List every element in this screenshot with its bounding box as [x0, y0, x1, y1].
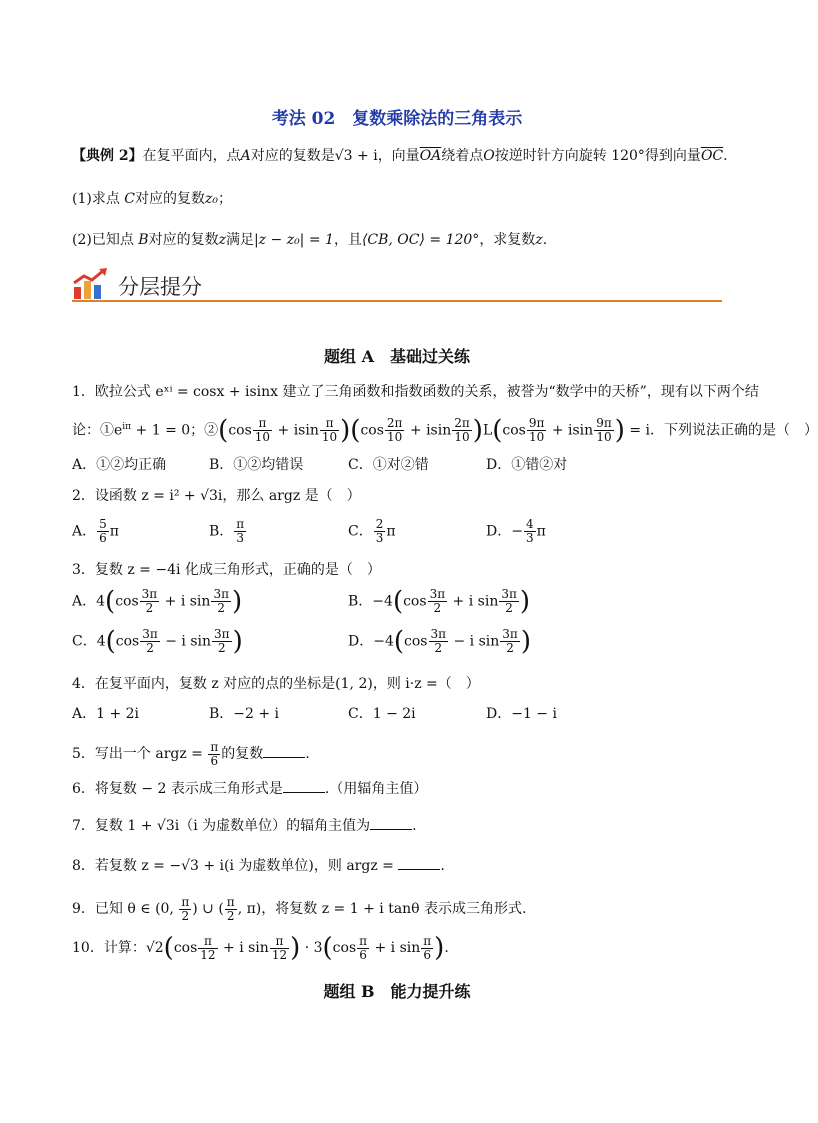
frac-den: 12: [271, 947, 288, 962]
p6-pre: 6．将复数 − 2 表示成三角形式是: [72, 781, 283, 797]
problem-7: [72, 816, 417, 836]
p8-pre: 8．若复数 z = −√3 + i(i 为虚数单位)，则 argz =: [72, 858, 399, 874]
frac-num: π: [210, 739, 219, 754]
group-a-title: 题组 A 基础过关练: [324, 347, 470, 366]
opt-label: D．−4: [348, 633, 394, 650]
frac-num: 5: [99, 517, 107, 531]
problem-5: [72, 740, 310, 768]
opt-label: A．: [72, 523, 97, 540]
frac-num: 9π: [528, 416, 545, 431]
frac-den: 10: [387, 430, 403, 445]
p9-post: ，将复数 z = 1 + i tanθ 表示成三角形式.: [261, 901, 527, 917]
cos: cos: [115, 593, 139, 610]
frac-num: 9π: [596, 416, 612, 431]
problem-1-line1: 1．欧拉公式 eˣⁱ = cosx + isinx 建立了三角函数和指数函数的关系，被誉为“数学中的天桥”，现有以下两个结: [72, 384, 759, 400]
group-b-title: 题组 B 能力提升练: [323, 982, 471, 1001]
frac: [421, 935, 433, 962]
p10-pre: 10．计算：√2: [72, 940, 164, 956]
frac-num: 3π: [430, 627, 447, 641]
paren: (: [392, 586, 404, 617]
frac-den: 2: [226, 908, 235, 923]
frac-den: 2: [505, 601, 513, 615]
q2-end: .: [542, 232, 548, 248]
option-b[interactable]: B．①②均错误: [209, 457, 304, 473]
frac: [140, 588, 160, 615]
frac-den: 2: [181, 908, 190, 923]
question-1: [72, 189, 232, 209]
frac: [500, 628, 520, 655]
frac-den: 3: [236, 531, 245, 545]
frac: [97, 518, 109, 545]
paren: (: [105, 626, 116, 657]
angle-condition: ⟨CB, OC⟩ = 120°: [361, 232, 480, 248]
frac-den: 6: [423, 947, 432, 962]
frac-den: 2: [506, 641, 514, 655]
frac-num: 3π: [429, 587, 446, 601]
frac-num: 2: [375, 517, 384, 531]
cos: cos: [360, 422, 384, 439]
example-text-a: 在复平面内，点: [142, 148, 241, 164]
interval-left: (0,: [155, 901, 179, 917]
q1-end: ；: [218, 191, 232, 207]
frac: [179, 896, 191, 923]
problem-3-options: [72, 586, 722, 666]
paren: ): [232, 626, 243, 657]
paren: (: [393, 626, 405, 657]
frac-den: 6: [99, 531, 107, 545]
answer-blank[interactable]: [398, 857, 440, 870]
q2-mid2: 满足: [225, 232, 254, 248]
opt-label: C．4: [72, 633, 106, 650]
frac-den: 6: [210, 753, 219, 768]
p10-end: .: [444, 940, 449, 956]
point-b: B: [138, 232, 149, 248]
frac-den: 10: [596, 430, 612, 445]
p7-end: .: [412, 818, 417, 834]
pi: π: [386, 523, 396, 540]
option-a[interactable]: [72, 588, 242, 615]
paren: ): [614, 415, 625, 446]
ellipsis: L: [482, 422, 493, 439]
problem-4-options: [72, 704, 722, 724]
q2-post: ，求复数: [479, 232, 536, 248]
option-d[interactable]: D．①错②对: [486, 457, 568, 473]
interval-right: , π): [237, 901, 262, 917]
minus-isin: − i sin: [160, 633, 212, 650]
plus-isin: + i sin: [448, 593, 499, 610]
plus-isin: + i sin: [160, 593, 211, 610]
question-2: [72, 230, 547, 250]
frac: [429, 628, 449, 655]
frac: [452, 417, 472, 444]
frac-num: 2π: [386, 416, 403, 431]
cos: cos: [228, 422, 252, 439]
frac-den: 2: [145, 601, 154, 615]
frac-num: 3π: [502, 627, 518, 641]
frac-num: 4: [525, 517, 534, 531]
opt-label: B．: [209, 523, 234, 540]
frac: [270, 935, 289, 962]
banner-label: 分层提分: [118, 275, 202, 299]
option-d[interactable]: [486, 518, 546, 545]
option-a[interactable]: A．①②均正确: [72, 457, 167, 473]
q2-z2: z: [535, 232, 543, 248]
frac-num: π: [320, 417, 339, 431]
frac-den: 10: [528, 430, 545, 445]
frac: [385, 417, 405, 444]
option-c[interactable]: C．①对②错: [348, 457, 429, 473]
option-c[interactable]: [72, 628, 243, 655]
point-o: O: [483, 148, 495, 164]
problem-2-stem: 2．设函数 z = i² + √3i，那么 argz 是（ ）: [72, 488, 361, 504]
q1-pre: (1)求点: [72, 191, 125, 207]
isin: + isin: [273, 422, 319, 439]
paren: ): [520, 626, 531, 657]
paren: ): [231, 586, 243, 617]
q2-pre: (2)已知点: [72, 232, 139, 248]
opt-label: D．−: [486, 523, 523, 540]
frac-num: 3π: [213, 587, 229, 601]
option-d[interactable]: [348, 628, 531, 655]
frac-num: π: [198, 935, 217, 949]
pi: π: [109, 523, 119, 540]
opt-label: A．4: [72, 593, 106, 610]
p5-post: 的复数: [221, 746, 264, 762]
frac-num: 2π: [454, 416, 470, 431]
problem-10: [72, 932, 449, 964]
answer-blank[interactable]: [263, 745, 305, 758]
option-c[interactable]: [348, 518, 396, 545]
frac: [499, 588, 519, 615]
frac-den: 2: [217, 641, 226, 655]
example-line: [72, 146, 728, 166]
frac-den: 2: [146, 641, 154, 655]
answer-blank[interactable]: [370, 817, 412, 830]
q2-mid3: ，且: [333, 232, 362, 248]
option-a[interactable]: A．1 + 2i: [72, 706, 140, 722]
frac-num: π: [423, 933, 432, 948]
frac: [198, 935, 217, 962]
problem-6: [72, 779, 427, 799]
option-a[interactable]: [72, 518, 119, 545]
frac-num: 3π: [214, 627, 230, 641]
frac-den: 2: [433, 601, 442, 615]
option-c[interactable]: C．1 − 2i: [348, 706, 416, 722]
example-text-e: 按逆时针方向旋转 120°得到向量: [494, 148, 701, 164]
frac-den: 12: [200, 947, 216, 962]
frac-den: 3: [375, 531, 384, 545]
p5-end: .: [305, 746, 310, 762]
frac-den: 10: [454, 430, 470, 445]
p1-l2b: + 1 = 0；②: [131, 422, 219, 439]
frac-den: 6: [359, 947, 367, 962]
minus-isin: − i sin: [449, 633, 500, 650]
problem-1-line2: [72, 412, 818, 446]
p8-end: .: [440, 858, 445, 874]
cos: cos: [173, 940, 198, 956]
frac-num: π: [236, 517, 245, 531]
problem-8: [72, 856, 445, 876]
frac-den: 10: [321, 430, 338, 445]
frac-num: 3π: [141, 587, 158, 601]
frac: [140, 628, 160, 655]
cos: cos: [332, 940, 357, 956]
frac-num: π: [253, 417, 272, 431]
point-c: C: [124, 191, 135, 207]
frac-num: π: [270, 935, 289, 949]
paren: ): [290, 933, 301, 963]
paren: (: [163, 933, 174, 963]
frac-num: π: [226, 894, 235, 909]
p1-tail: = i．下列说法正确的是（ ）: [624, 422, 818, 439]
frac: [357, 935, 369, 962]
interval-union: ) ∪ (: [192, 901, 224, 917]
frac: [208, 741, 220, 768]
cos: cos: [115, 633, 140, 650]
problem-4-stem: 4．在复平面内，复数 z 对应的点的坐标是(1, 2)，则 i·z =（ ）: [72, 676, 480, 692]
paren: (: [492, 415, 503, 446]
paren: ): [472, 415, 483, 446]
z0: z₀: [205, 191, 218, 207]
p1-sup: iπ: [122, 422, 132, 432]
cos: cos: [404, 633, 428, 650]
p7-pre: 7．复数 1 + √3i（i 为虚数单位）的辐角主值为: [72, 818, 371, 834]
vector-oa: $\overline{OA}$: [419, 148, 442, 164]
frac-num: π: [181, 894, 190, 909]
frac: [211, 588, 231, 615]
chart-growth-icon: [72, 267, 110, 301]
frac-den: 10: [254, 430, 271, 445]
option-b[interactable]: [348, 588, 530, 615]
opt-label: B．−4: [348, 593, 393, 610]
frac: [320, 417, 339, 444]
paren: ): [434, 933, 445, 963]
option-b[interactable]: B．−2 + i: [209, 706, 280, 722]
problem-1-options: [72, 455, 722, 475]
paren: (: [105, 586, 116, 617]
paren: ): [519, 586, 531, 617]
frac: [234, 518, 246, 545]
frac: [428, 588, 448, 615]
answer-blank[interactable]: [283, 780, 325, 793]
paren: )(: [340, 415, 361, 446]
times-three: · 3: [300, 940, 323, 956]
example-text-c: ，向量: [377, 148, 420, 164]
p6-post: .（用辐角主值）: [324, 781, 428, 797]
opt-label: C．: [348, 523, 373, 540]
pi: π: [536, 523, 546, 540]
option-d[interactable]: D．−1 − i: [486, 706, 557, 722]
frac: [225, 896, 237, 923]
problem-9: [72, 894, 527, 924]
frac-den: 2: [217, 601, 226, 615]
example-end: .: [723, 148, 728, 164]
page-title: 考法 02 复数乘除法的三角表示: [271, 109, 523, 129]
problem-2-options: [72, 514, 722, 548]
example-text-d: 绕着点: [441, 148, 484, 164]
q1-post: 对应的复数: [135, 191, 205, 207]
p1-l2a: 论：①e: [72, 422, 123, 439]
frac: [253, 417, 272, 444]
section-banner: [72, 267, 722, 303]
isin: + isin: [547, 422, 594, 439]
q2-mid1: 对应的复数: [148, 232, 219, 248]
frac: [594, 417, 614, 444]
paren: (: [322, 933, 333, 963]
cos: cos: [502, 422, 526, 439]
frac-den: 3: [525, 531, 534, 545]
option-b[interactable]: [209, 518, 247, 545]
p9-pre: 9．已知 θ ∈: [72, 901, 156, 917]
frac-num: π: [359, 933, 368, 948]
cos: cos: [403, 593, 427, 610]
vector-oc: $\overline{OC}$: [700, 148, 724, 164]
paren: (: [218, 415, 229, 446]
frac-den: 2: [434, 641, 443, 655]
frac: [527, 417, 547, 444]
p5-pre: 5．写出一个 argz =: [72, 746, 208, 762]
banner-divider: [72, 300, 722, 302]
frac: [524, 518, 536, 545]
example-tag: 【典例 2】: [72, 148, 143, 164]
frac: [374, 518, 386, 545]
frac: [212, 628, 232, 655]
example-text-b: 对应的复数是: [250, 148, 335, 164]
isin: + i sin: [218, 940, 269, 956]
frac-num: 3π: [501, 587, 517, 601]
problem-3-stem: 3．复数 z = −4i 化成三角形式，正确的是（ ）: [72, 562, 381, 578]
q2-z: z: [218, 232, 226, 248]
isin: + i sin: [370, 940, 421, 956]
isin: + isin: [405, 422, 452, 439]
frac-num: 3π: [142, 627, 158, 641]
complex-number: √3 + i: [334, 148, 378, 164]
abs-condition: |z − z₀| = 1: [253, 232, 334, 248]
point-a: A: [240, 148, 251, 164]
